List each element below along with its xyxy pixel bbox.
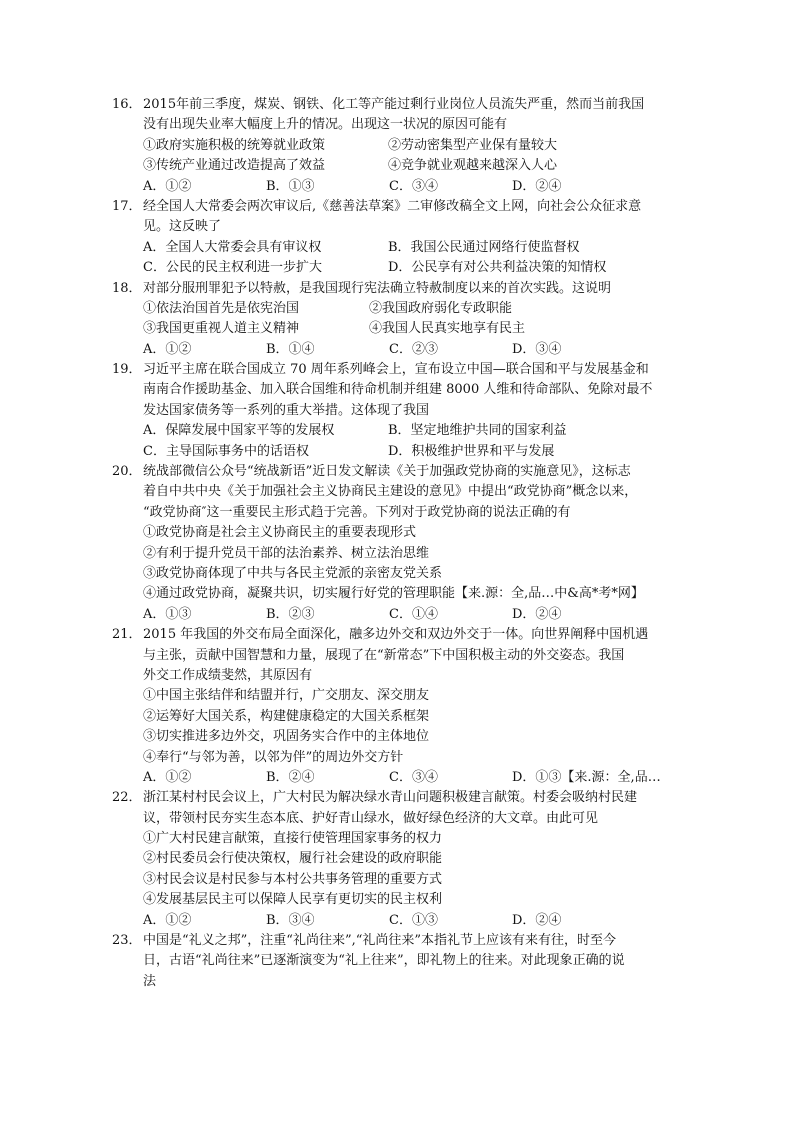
- question-text-line: 浙江某村村民会议上，广大村民为解决绿水青山问题积极建言献策。村委会吸纳村民建: [143, 790, 638, 806]
- choice-a: A．①③: [143, 606, 192, 622]
- statement-row: [143, 319, 692, 339]
- question-text-line: 着自中共中央《关于加强社会主义协商民主建设的意见》中提出“政党协商”概念以来，: [143, 484, 638, 500]
- choice-b: B．我国公民通过网络行使监督权: [388, 239, 580, 255]
- answer-choices: [143, 177, 692, 197]
- choice-d: D．②④: [512, 606, 562, 622]
- question-23: [112, 931, 692, 992]
- statement-item: ①广大村民建言献策，直接行使管理国家事务的权力: [143, 831, 443, 847]
- answer-choices-row: [143, 238, 692, 258]
- choice-c: C．①③: [389, 912, 438, 928]
- statement-item: ④发展基层民主可以保障人民享有更切实的民主权利: [143, 892, 443, 908]
- statement-item: ④通过政党协商，凝聚共识，切实履行好党的管理职能【来.源：全,品…中&高*考*网】: [143, 586, 644, 602]
- choice-b: B．①③: [266, 178, 315, 194]
- question-number: 17．: [112, 198, 142, 214]
- choice-a: A．①②: [143, 912, 192, 928]
- statement-item: ③切实推进多边外交，巩固务实合作中的主体地位: [143, 729, 430, 745]
- question-number: 21．: [112, 627, 142, 643]
- choice-b: B．坚定地维护共同的国家利益: [388, 423, 567, 439]
- statement-item: ①政府实施积极的统筹就业政策: [143, 137, 326, 153]
- choice-c: C．③④: [389, 769, 438, 785]
- question-21: [112, 625, 692, 788]
- question-number: 20．: [112, 464, 142, 480]
- choice-a: A．①②: [143, 178, 192, 194]
- question-17: [112, 197, 692, 279]
- question-text-line: 与主张，贡献中国智慧和力量，展现了在“新常态”下中国积极主动的外交姿态。我国: [143, 647, 625, 663]
- choice-d: D．公民享有对公共利益决策的知情权: [388, 260, 607, 276]
- answer-choices: [143, 911, 692, 931]
- statement-item: ④奉行“与邻为善，以邻为伴”的周边外交方针: [143, 749, 404, 765]
- question-text-line: 发达国家债务等一系列的重大举措。这体现了我国: [143, 402, 430, 418]
- question-text-line: 中国是“礼义之邦”，注重“礼尚往来”,“礼尚往来”本指礼节上应该有来有往，时至今: [143, 933, 617, 949]
- choice-d: D．③④: [512, 341, 562, 357]
- question-text-line: 习近平主席在联合国成立 70 周年系列峰会上，宣布设立中国—联合国和平与发展基金和: [143, 362, 649, 378]
- statement-row: [143, 299, 692, 319]
- choice-a: A．①②: [143, 341, 192, 357]
- question-text-line: 2015 年我国的外交布局全面深化，融多边外交和双边外交于一体。向世界阐释中国机遇: [143, 627, 649, 643]
- choice-b: B．②④: [266, 769, 315, 785]
- choice-c: C．③④: [389, 178, 438, 194]
- statement-item: ③传统产业通过改造提高了效益: [143, 158, 326, 174]
- question-16: [112, 95, 692, 197]
- choice-b: B．②③: [266, 606, 315, 622]
- choice-d: D．②④: [512, 912, 562, 928]
- choice-c: C．②③: [389, 341, 438, 357]
- choice-c: C．公民的民主权利进一步扩大: [143, 260, 322, 276]
- question-20: [112, 462, 692, 625]
- question-text-line: 日，古语“礼尚往来”已逐渐演变为“礼上往来”，即礼物上的往来。对此现象正确的说: [143, 953, 625, 969]
- question-22: [112, 788, 692, 931]
- question-list: [112, 95, 692, 992]
- answer-choices-row: [143, 258, 692, 278]
- statement-item: ①依法治国首先是依宪治国: [143, 300, 300, 316]
- question-text-line: 法: [143, 973, 157, 989]
- question-19: [112, 360, 692, 462]
- statement-item: ②我国政府弱化专政职能: [369, 300, 513, 316]
- choice-a: A．全国人大常委会具有审议权: [143, 239, 322, 255]
- question-number: 18．: [112, 280, 142, 296]
- answer-choices: [143, 340, 692, 360]
- statement-item: ④我国人民真实地享有民主: [369, 321, 526, 337]
- question-number: 19．: [112, 362, 142, 378]
- question-18: [112, 279, 692, 361]
- answer-choices-row: [143, 421, 692, 441]
- choice-b: B．③④: [266, 912, 315, 928]
- answer-choices-row: [143, 442, 692, 462]
- question-text-line: 经全国人大常委会两次审议后,《慈善法草案》二审修改稿全文上网，向社会公众征求意: [143, 198, 642, 214]
- statement-item: ③村民会议是村民参与本村公共事务管理的重要方式: [143, 871, 443, 887]
- question-text-line: 见。这反映了: [143, 219, 222, 235]
- answer-choices: [143, 768, 692, 788]
- question-text-line: 统战部微信公众号“统战新语”近日发文解读《关于加强政党协商的实施意见》，这标志: [143, 464, 631, 480]
- question-text-line: 外交工作成绩斐然，其原因有: [143, 667, 313, 683]
- statement-item: ①中国主张结伴和结盟并行，广交朋友、深交朋友: [143, 688, 430, 704]
- question-number: 16．: [112, 97, 142, 112]
- question-number: 23．: [112, 933, 142, 949]
- question-text-line: 对部分服刑罪犯予以特赦，是我国现行宪法确立特赦制度以来的首次实践。这说明: [143, 280, 612, 296]
- statement-item: ③我国更重视人道主义精神: [143, 321, 300, 337]
- question-text-line: 没有出现失业率大幅度上升的情况。出现这一状况的原因可能有: [143, 117, 508, 133]
- question-number: 22．: [112, 790, 142, 806]
- statement-item: ①政党协商是社会主义协商民主的重要表现形式: [143, 525, 417, 541]
- statement-item: ④竞争就业观越来越深入人心: [388, 158, 558, 174]
- question-text-line: “政党协商″这一重要民主形式趋于完善。下列对于政党协商的说法正确的有: [143, 504, 571, 520]
- choice-c: C．主导国际事务中的话语权: [143, 443, 309, 459]
- choice-d: D．②④: [512, 178, 562, 194]
- answer-choices: [143, 605, 692, 625]
- statement-item: ②有利于提升党员干部的法治素养、树立法治思维: [143, 545, 430, 561]
- statement-item: ②村民委员会行使决策权，履行社会建设的政府职能: [143, 851, 443, 867]
- choice-a: A．保障发展中国家平等的发展权: [143, 423, 335, 439]
- statement-row: [143, 156, 692, 176]
- question-text-line: 议，带领村民夯实生态本底、护好青山绿水，做好绿色经济的大文章。由此可见: [143, 810, 599, 826]
- choice-d: D．①③【来.源：全,品…: [512, 769, 661, 785]
- choice-c: C．①④: [389, 606, 438, 622]
- statement-row: [143, 136, 692, 156]
- choice-b: B．①④: [266, 341, 315, 357]
- question-text-line: 2015年前三季度，煤炭、钢铁、化工等产能过剩行业岗位人员流失严重，然而当前我国: [143, 97, 645, 112]
- statement-item: ②劳动密集型产业保有量较大: [388, 137, 558, 153]
- question-text-line: 南南合作援助基金、加入联合国维和待命机制并组建 8000 人维和待命部队、免除对最不: [143, 382, 653, 398]
- statement-item: ③政党协商体现了中共与各民主党派的亲密友党关系: [143, 565, 443, 581]
- statement-item: ②运筹好大国关系，构建健康稳定的大国关系框架: [143, 708, 430, 724]
- choice-d: D．积极维护世界和平与发展: [388, 443, 555, 459]
- choice-a: A．①②: [143, 769, 192, 785]
